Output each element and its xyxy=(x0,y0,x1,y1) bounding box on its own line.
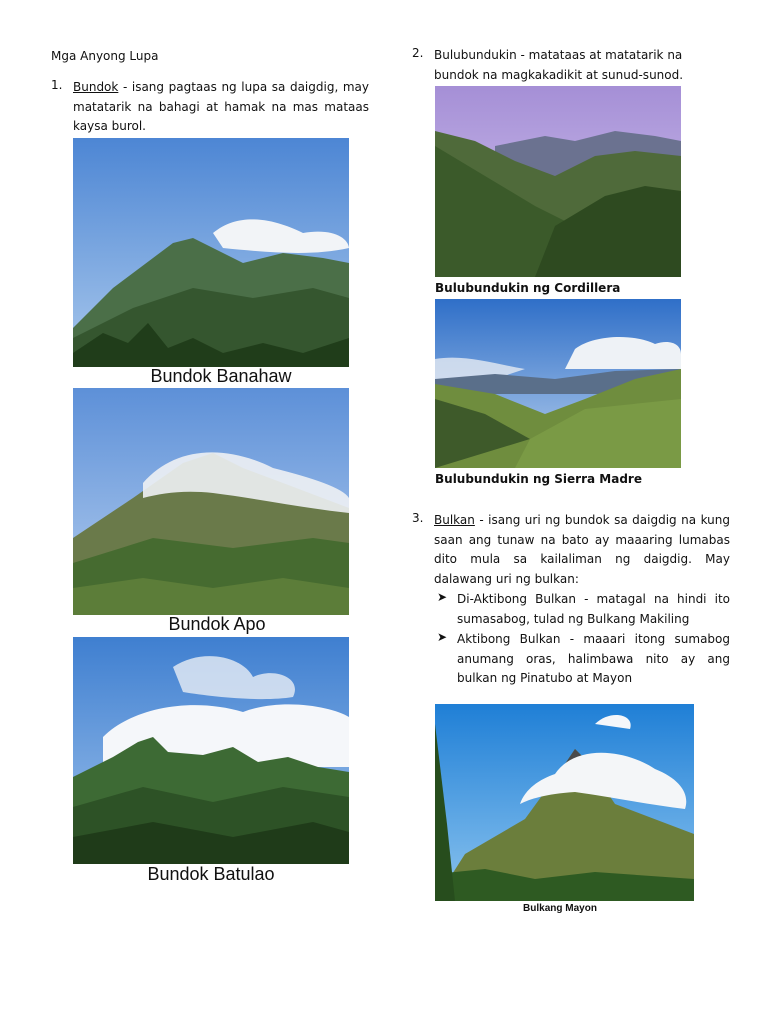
photo-cordillera xyxy=(435,86,681,277)
term-bulubundukin: Bulubundukin xyxy=(434,48,517,62)
caption-bundok-banahaw: Bundok Banahaw xyxy=(150,366,292,386)
photo-bundok-apo xyxy=(73,388,349,615)
item-text xyxy=(434,46,730,85)
item-text xyxy=(73,78,369,137)
caption-cordillera: Bulubundukin ng Cordillera xyxy=(435,281,621,295)
item-number: 3. xyxy=(412,511,424,525)
photo-sierra-madre xyxy=(435,299,681,468)
item-bulubundukin xyxy=(412,46,730,85)
photo-bundok-banahaw xyxy=(73,138,349,367)
bullet-di-aktibo: Di-Aktibong Bulkan - matagal na hindi ito sumasabog, tulad ng Bulkang Makiling xyxy=(457,592,730,626)
photo-bundok-batulao xyxy=(73,637,349,864)
photo-bulkang-mayon xyxy=(435,704,694,901)
term-bulkan: Bulkan xyxy=(434,513,475,527)
item-number: 2. xyxy=(412,46,424,60)
item-bulkan xyxy=(412,511,730,589)
arrowhead-bullet-icon: ➤ xyxy=(437,630,448,644)
caption-bulkang-mayon: Bulkang Mayon xyxy=(523,903,597,914)
item-text xyxy=(434,511,730,589)
caption-bundok-batulao: Bundok Batulao xyxy=(147,864,275,884)
bullet-aktibo: Aktibong Bulkan - maaari itong sumabog anumang oras, halimbawa nito ay ang bulkan ng Pinatubo at Mayon xyxy=(457,632,730,685)
caption-sierra-madre: Bulubundukin ng Sierra Madre xyxy=(435,472,642,486)
item-number: 1. xyxy=(51,78,63,92)
page-title: Mga Anyong Lupa xyxy=(51,49,159,63)
item-bundok xyxy=(51,78,369,137)
definition-bulkan: - isang uri ng bundok sa daigdig na kung saan ang tunaw na bato ay maaaring lumabas dito mula sa kailaliman ng daigdig. May dalawang uri ng bulkan: xyxy=(434,513,730,586)
term-bundok: Bundok xyxy=(73,80,119,94)
definition-bundok: - isang pagtaas ng lupa sa daigdig, may matatarik na bahagi at hamak na mas mataas kaysa burol. xyxy=(73,80,369,133)
caption-bundok-apo: Bundok Apo xyxy=(168,614,266,634)
arrowhead-bullet-icon: ➤ xyxy=(437,590,448,604)
definition-bulubundukin: - matataas at matatarik na bundok na magkakadikit at sunud-sunod. xyxy=(434,48,684,82)
